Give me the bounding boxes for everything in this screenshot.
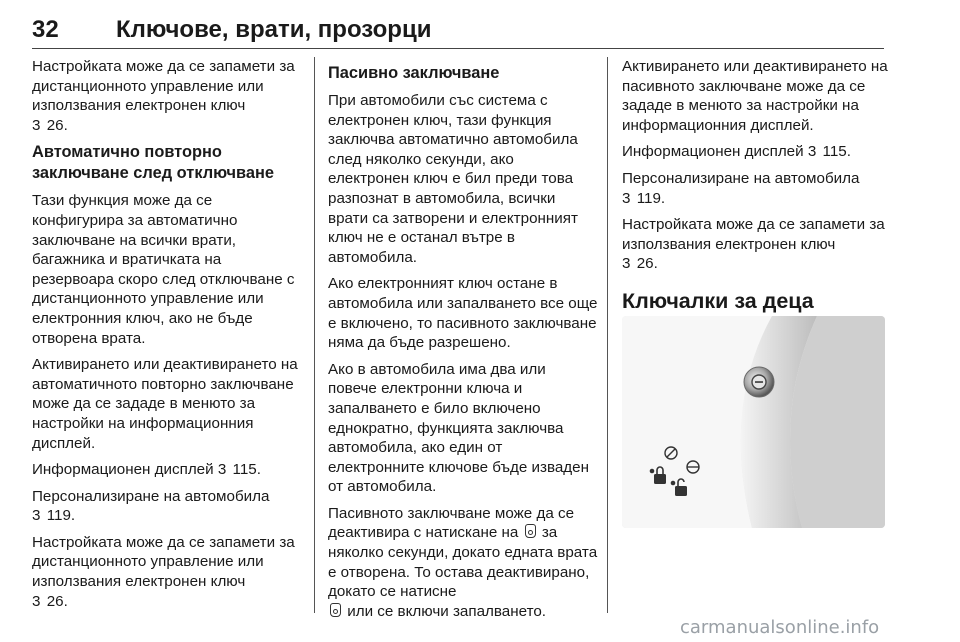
page-reference[interactable]: 26. (46, 116, 68, 134)
child-lock-illustration (622, 316, 885, 528)
arrow-ref-icon: 3 (32, 116, 41, 134)
child-lock-photo (622, 316, 885, 528)
arrow-ref-icon: 3 (32, 592, 41, 610)
paragraph-text: Информационен дисплей (622, 143, 804, 161)
paragraph (32, 533, 302, 611)
paragraph (622, 215, 892, 274)
paragraph (32, 487, 302, 526)
paragraph-text: Настройката може да се запамети за използвания електронен ключ (622, 216, 885, 253)
lock-button-icon (525, 524, 536, 538)
page-header (32, 14, 884, 49)
column-divider (314, 57, 315, 613)
page-title: Ключове, врати, прозорци (116, 16, 432, 43)
paragraph-text: Информационен дисплей (32, 461, 214, 479)
page-reference[interactable]: 115. (232, 461, 261, 479)
paragraph-text: Настройката може да се запамети за дистанционното управление или използвания електронен ключ (32, 533, 295, 591)
paragraph: При автомобили със система с електронен ключ, тази функция заключва автоматично автомобила след няколко секунди, ако електронен ключ е бил преди това разпознат в автомобила, всички врати са затворени и електронният ключ не е останал вътре в автомобила. (328, 92, 578, 266)
paragraph: Ако електронният ключ остане в автомобила или запалването все още е включено, то пасивното заключване няма да бъде разрешено. (328, 275, 598, 352)
page-reference[interactable]: 26. (636, 255, 658, 273)
paragraph: Ако в автомобила има два или повече електронни ключа и запалването е било включено еднократно, функцията заключва автомобила, ако един от електронните ключове бъде изваден от автомобила. (328, 360, 589, 496)
paragraph-text: за няколко секунди, докато едната врата е отворена. То остава деактивирано, докато се натисне (328, 524, 598, 601)
section-heading-auto-relock: Автоматично повторно заключване след отключване (32, 143, 275, 183)
paragraph (622, 142, 892, 162)
section-heading-child-locks: Ключалки за деца (622, 288, 814, 313)
column-divider (607, 57, 608, 613)
page-reference[interactable]: 119. (46, 507, 76, 525)
paragraph (622, 169, 892, 208)
arrow-ref-icon: 3 (807, 143, 817, 161)
paragraph-text: или се включи запалването. (347, 602, 547, 620)
paragraph: Тази функция може да се конфигурира за автоматично заключване на всички врати, багажника и вратичката на резервоара скоро след отключване с дистанционното управление или електронния ключ, ако не бъде отворена врата. (32, 192, 295, 347)
page-number: 32 (32, 16, 59, 43)
arrow-ref-icon: 3 (217, 461, 227, 479)
arrow-ref-icon: 3 (32, 507, 41, 525)
watermark-text: carmanualsonline.info (680, 617, 880, 638)
paragraph-text: Настройката може да се запамети за дистанционното управление или използвания електронен ключ (32, 58, 295, 115)
page-reference[interactable]: 115. (822, 143, 851, 161)
section-heading-passive-locking: Пасивно заключване (328, 64, 500, 82)
paragraph-text: Пасивното заключване може да се деактивира с натискане на (328, 504, 575, 542)
paragraph (32, 460, 302, 480)
page-reference[interactable]: 119. (636, 189, 666, 207)
column-1 (32, 57, 302, 618)
paragraph: Активирането или деактивирането на автоматичното повторно заключване може да се зададе в менюто за настройки на информационния дисплей. (32, 356, 298, 452)
column-3 (622, 57, 892, 327)
paragraph: Активирането или деактивирането на пасивното заключване може да се зададе в менюто за настройки на информационния дисплей. (622, 58, 888, 134)
paragraph-text: Персонализиране на автомобила (622, 169, 860, 187)
paragraph-text: Персонализиране на автомобила (32, 487, 270, 505)
page-reference[interactable]: 26. (46, 592, 68, 610)
unlock-button-icon (330, 603, 341, 617)
arrow-ref-icon: 3 (622, 255, 631, 273)
paragraph (328, 504, 598, 622)
arrow-ref-icon: 3 (622, 189, 631, 207)
column-2 (328, 63, 598, 628)
paragraph (32, 57, 302, 135)
